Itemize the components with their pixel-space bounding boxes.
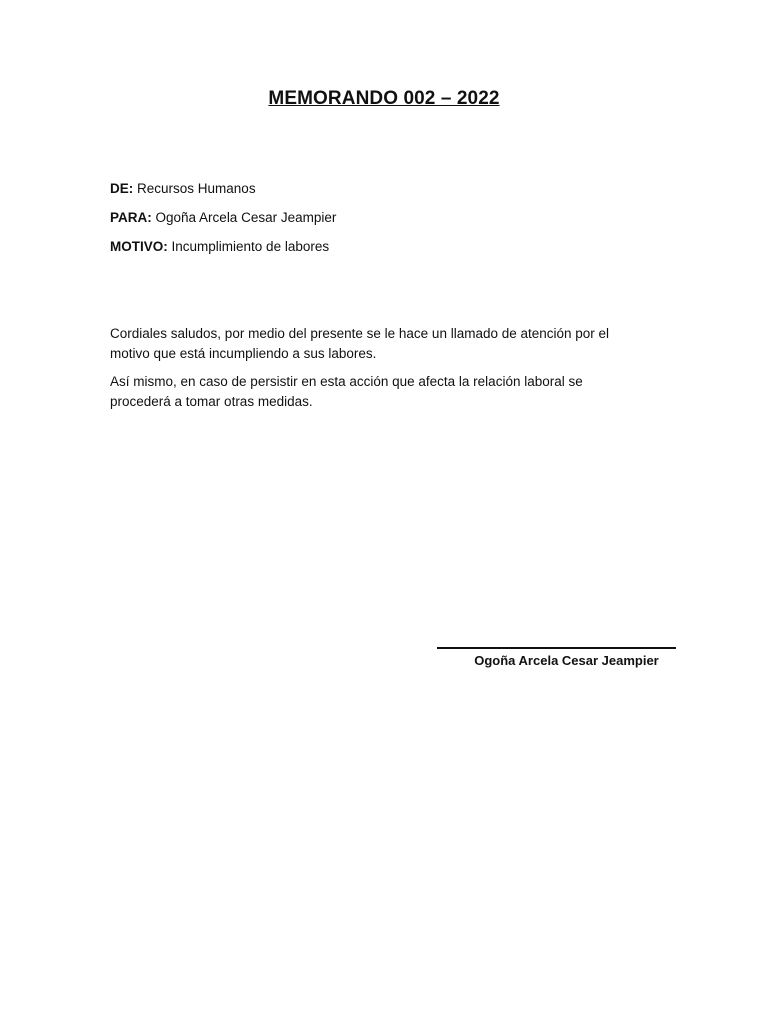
signature-name: Ogoña Arcela Cesar Jeampier — [474, 653, 659, 668]
to-line — [110, 209, 336, 227]
from-line — [110, 180, 336, 198]
memo-header — [110, 180, 336, 267]
paragraph-1-line-1: Cordiales saludos, por medio del presente se le hace un llamado de atención por el — [110, 326, 610, 341]
body-paragraph-2 — [110, 372, 670, 411]
from-value: Recursos Humanos — [137, 181, 256, 196]
to-value: Ogoña Arcela Cesar Jeampier — [155, 210, 337, 225]
body-paragraph-1 — [110, 324, 670, 363]
paragraph-1-line-2: motivo que está incumpliendo a sus labores. — [110, 345, 377, 361]
paragraph-2-line-1: Así mismo, en caso de persistir en esta acción que afecta la relación laboral se — [110, 374, 583, 389]
memo-body — [110, 324, 670, 420]
memo-title: MEMORANDO 002 – 2022 — [268, 88, 500, 109]
reason-label: MOTIVO: — [110, 239, 168, 254]
from-label: DE: — [110, 181, 134, 196]
reason-value: Incumplimiento de labores — [171, 239, 330, 254]
to-label: PARA: — [110, 210, 152, 225]
signature-line — [437, 647, 676, 649]
reason-line — [110, 238, 336, 256]
paragraph-2-line-2: procederá a tomar otras medidas. — [110, 393, 313, 409]
